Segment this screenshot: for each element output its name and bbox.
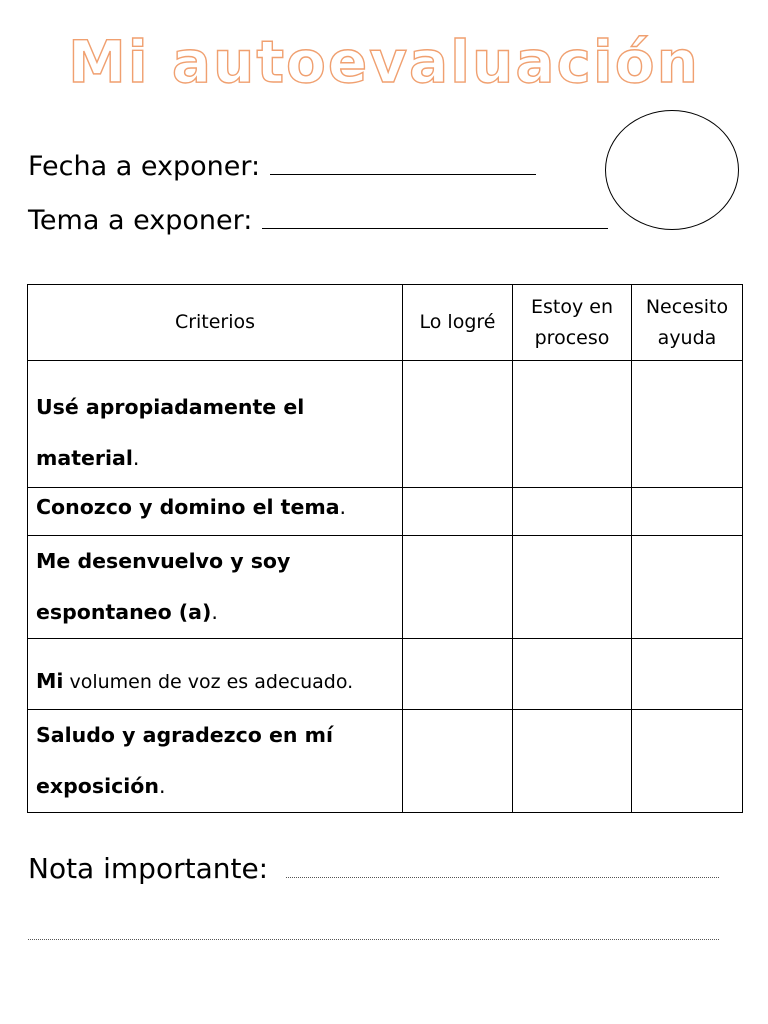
empty-circle bbox=[605, 110, 739, 230]
table-row bbox=[28, 488, 743, 536]
criterion-cell bbox=[28, 639, 403, 710]
lo-logre-cell[interactable] bbox=[403, 710, 513, 813]
criterion-cell bbox=[28, 361, 403, 488]
table-row bbox=[28, 639, 743, 710]
lo-logre-cell[interactable] bbox=[403, 361, 513, 488]
estoy-en-proceso-cell[interactable] bbox=[513, 488, 632, 536]
fecha-field bbox=[28, 150, 536, 184]
header-necesito-line1: Necesito bbox=[645, 295, 729, 318]
table-row bbox=[28, 710, 743, 813]
tema-blank-line bbox=[262, 206, 608, 229]
header-criterios: Criterios bbox=[28, 285, 403, 361]
criterion-punct: . bbox=[132, 446, 140, 470]
criterion-punct: . bbox=[158, 774, 166, 798]
necesito-ayuda-cell[interactable] bbox=[632, 361, 743, 488]
table-row bbox=[28, 536, 743, 639]
criteria-table bbox=[27, 284, 743, 813]
criterion-text: espontaneo (a) bbox=[36, 600, 212, 624]
necesito-ayuda-cell[interactable] bbox=[632, 639, 743, 710]
fecha-label: Fecha a exponer: bbox=[28, 151, 261, 182]
header-estoy-line1: Estoy en bbox=[531, 295, 613, 318]
criterion-text: exposición bbox=[36, 774, 159, 798]
lo-logre-cell[interactable] bbox=[403, 488, 513, 536]
estoy-en-proceso-cell[interactable] bbox=[513, 361, 632, 488]
lo-logre-cell[interactable] bbox=[403, 639, 513, 710]
fecha-blank-line bbox=[270, 152, 536, 175]
header-estoy-line2: proceso bbox=[534, 326, 610, 349]
tema-field bbox=[28, 204, 608, 238]
criterion-cell bbox=[28, 488, 403, 536]
header-necesito-ayuda bbox=[632, 285, 743, 361]
criterion-text: Me desenvuelvo y soy bbox=[36, 549, 291, 573]
estoy-en-proceso-cell[interactable] bbox=[513, 536, 632, 639]
lo-logre-cell[interactable] bbox=[403, 536, 513, 639]
necesito-ayuda-cell[interactable] bbox=[632, 536, 743, 639]
criterion-text: volumen de voz es adecuado. bbox=[63, 671, 354, 693]
criterion-punct: . bbox=[211, 600, 218, 624]
criterion-text: Saludo y agradezco en mí bbox=[36, 723, 333, 747]
tema-label: Tema a exponer: bbox=[28, 205, 253, 236]
criterion-cell bbox=[28, 710, 403, 813]
criterion-text: Conozco y domino el tema bbox=[36, 495, 340, 519]
nota-dotted-line-2 bbox=[28, 939, 719, 940]
criterion-text: Usé apropiadamente el bbox=[36, 395, 305, 419]
necesito-ayuda-cell[interactable] bbox=[632, 488, 743, 536]
necesito-ayuda-cell[interactable] bbox=[632, 710, 743, 813]
criterion-text: material bbox=[36, 446, 133, 470]
criterion-punct: . bbox=[339, 495, 347, 519]
header-estoy-en-proceso bbox=[513, 285, 632, 361]
criterion-text: Mi bbox=[36, 669, 64, 693]
nota-importante-label: Nota importante: bbox=[28, 852, 269, 885]
header-lo-logre: Lo logré bbox=[403, 285, 513, 361]
worksheet-title: Mi autoevaluación bbox=[68, 28, 700, 96]
table-row bbox=[28, 361, 743, 488]
table-header-row bbox=[28, 285, 743, 361]
nota-dotted-line-1 bbox=[286, 877, 719, 878]
estoy-en-proceso-cell[interactable] bbox=[513, 639, 632, 710]
header-necesito-line2: ayuda bbox=[657, 326, 717, 349]
estoy-en-proceso-cell[interactable] bbox=[513, 710, 632, 813]
criterion-cell bbox=[28, 536, 403, 639]
